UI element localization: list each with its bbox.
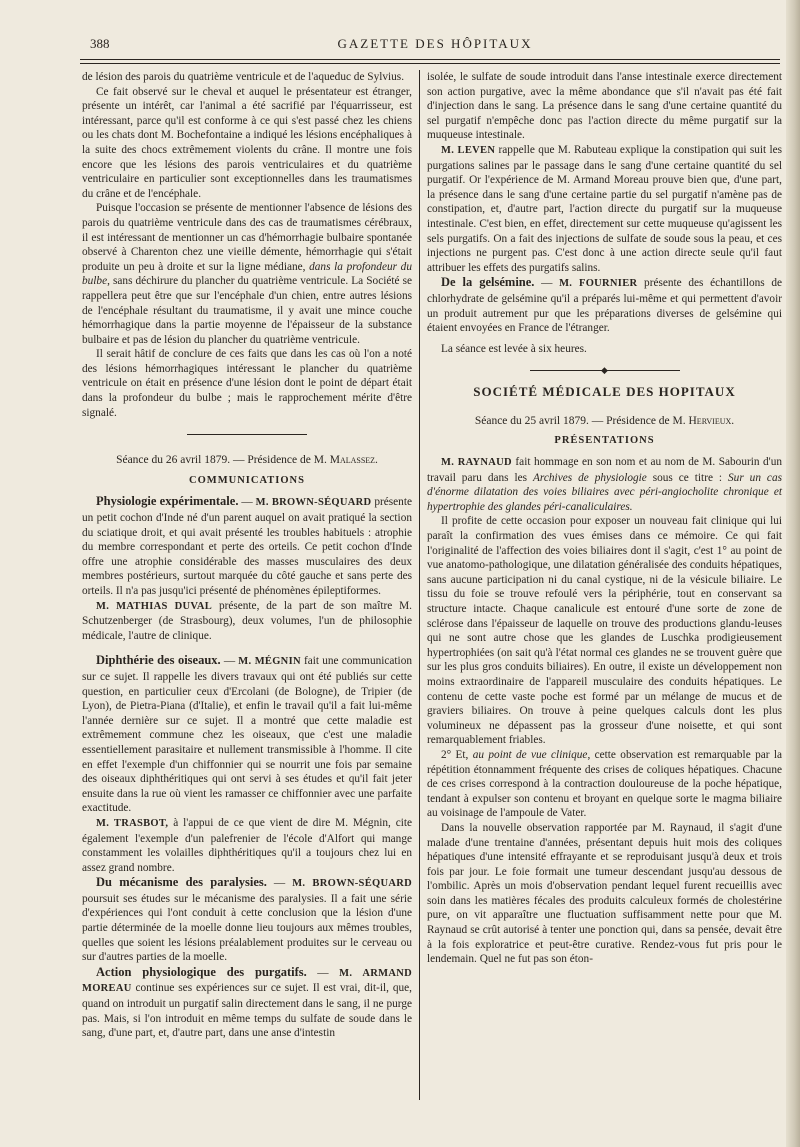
paragraph: 2° Et, au point de vue clinique, cette observation est remarquable par la répétition étonnamment fréquente des crises de coliques hépatiques. Chacune de ces crises correspond à la contraction douloureuse de la poche hépatique, tendant à expulser son contenu et broyant en quelque sorte le magma biliaire au voisinage de l'ampoule de Vater.: [427, 748, 783, 820]
seance-levee: La séance est levée à six heures.: [441, 342, 587, 355]
seance-line: Séance du 26 avril 1879. — Présidence de M. Malassez.: [116, 454, 378, 467]
paragraph: isolée, le sulfate de soude introduit dans l'anse intestinale exerce directement son action purgative, avec la même abondance que s'il n'avait pas été fait d'injection dans le sang. La présence dans le sang d'une certaine quantité du sel purgatif n'empêche donc pas l'action directe du même purgatif sur la muqueuse intestinale.: [427, 71, 782, 142]
communication-purgatifs: Action physiologique des purgatifs. — M. ARMAND MOREAU continue ses expériences sur ce sujet. Il est vrai, dit-il, que, quand on introduit un purgatif salin directement dans le sang, il ne purge pas. Mais, si l'on introduit en même temps du sulfate de soude dans le sang, d'une part, et, d'autre part, dans une anse d'intestin: [82, 964, 412, 1040]
section-rule: [187, 434, 307, 435]
header-rule-thin: [80, 63, 780, 64]
communication-physiologie: Physiologie expérimentale. — M. BROWN-SÉQUARD présente un petit cochon d'Inde né d'un parent auquel on avait pratiqué la section du sciatique droit, et qui avait présenté les troubles habituels : atrophie du membre correspondant et perte des orteils. Ce petit cochon d'Inde offre une atrophie considérable des masses musculaires des deux membres postérieurs, surtout marquée du côté gauche et sans perte des orteils. Il n'a pas jusqu'ici présenté de phénomènes épileptiformes.: [82, 494, 412, 597]
page-number: 388: [90, 36, 110, 51]
left-column: [82, 70, 412, 1041]
section-heading-communications: COMMUNICATIONS: [189, 474, 305, 486]
paragraph: Dans la nouvelle observation rapportée par M. Raynaud, il s'agit d'une malade d'une trentaine d'années, présentant depuis huit mois des coliques hépatiques d'une intensité effrayante et se reproduisant jusqu'à deux et trois fois par jour. Le foie formait une tumeur descendant jusqu'au dessous de l'ombilic. Après un mois d'observation pendant lequel furent recueillis avec soin dans les matières fécales des produits calculeux formés de cholestérine pure, on vit apparaître une fluctuation suffisamment nette pour que M. Raynaud se crût autorisé à tenter une ponction qui, dans sa pensée, devait être à la fois exploratrice et peut-être curative. Rendez-vous fut pris pour le lendemain. Quel ne fut pas son éton-: [427, 821, 782, 966]
communication-duval: M. MATHIAS DUVAL présente, de la part de son maître M. Schutzenberger (de Strasbourg), deux volumes, l'un de philosophie médicale, l'autre de clinique.: [82, 599, 412, 642]
column-divider: [419, 70, 420, 1100]
paragraph: de lésion des parois du quatrième ventricule et de l'aqueduc de Sylvius.: [82, 71, 405, 83]
right-column: [427, 70, 782, 967]
ornament-rule: ◆: [530, 366, 680, 371]
page-header: [90, 34, 780, 54]
paragraph: Il serait hâtif de conclure de ces faits que dans les cas où l'on a noté des lésions hémorrhagiques intéressant le plancher du quatrième ventricule on était en présence d'une lésion dont le point de départ était dans la profondeur du bulbe ; mais le rapprochement mérite d'être signalé.: [82, 348, 412, 419]
running-title: GAZETTE DES HÔPITAUX: [337, 36, 533, 51]
communication-mecanisme: Du mécanisme des paralysies. — M. BROWN-SÉQUARD poursuit ses études sur le mécanisme des paralysies. Il a fait une série d'expériences qui l'ont conduit à cette conclusion que la lésion d'une partie déterminée de la moelle donne lieu toujours aux mêmes troubles, quelles que soient les lésions préalablement produites sur le cerveau ou sur d'autres parties de la moelle.: [82, 875, 413, 964]
presentation-raynaud: M. RAYNAUD fait hommage en son nom et au nom de M. Sabourin d'un travail paru dans les Archives de physiologie sous ce titre : Sur un cas d'énorme dilatation des voies biliaires avec péri-angiocholite chronique et hypertrophie des glandes péri-canaliculaires.: [427, 456, 782, 513]
communication-trasbot: M. TRASBOT, à l'appui de ce que vient de dire M. Mégnin, cite également l'exemple d'un palefrenier de l'école d'Alfort qui mange constamment les volailles diphthéritiques qu'il a toujours chez lui en assez grand nombre.: [82, 816, 412, 874]
communication-gelsemine: De la gelsémine. — M. FOURNIER présente des échantillons de chlorhydrate de gelsémine qu'il a préparés lui-même et qui permettent d'avoir un produit autrement pur que les préparations diverses de gelsémine qui étaient envoyées en France de l'étranger.: [427, 275, 782, 335]
section-heading-presentations: PRÉSENTATIONS: [554, 435, 655, 447]
seance-line: Séance du 25 avril 1879. — Présidence de M. Hervieux.: [474, 414, 735, 427]
page-edge: [786, 0, 800, 1147]
paragraph: Puisque l'occasion se présente de mentionner l'absence de lésions des parois du quatrième ventricule dans des cas de traumatismes cérébraux, il est intéressant de mentionner un cas d'hémorrhagie bulbaire spontanée observé à Charenton chez une vieille démente, hémorrhagie qui s'était produite un peu à droite et sur la ligne médiane, dans la profondeur du bulbe, sans déchirure du plancher du quatrième ventricule. La Société se rappellera peut être que sur l'encéphale d'un chien, entre autres lésions de l'encéphale résultant du traumatisme, il y avait une mince couche hémorrhagique dans la partie moyenne de l'épaisseur de la substance bulbaire et pas de lésion du plancher du quatrième ventricule.: [82, 202, 412, 346]
communication-diphtherie: Diphthérie des oiseaux. — M. MÉGNIN fait une communication sur ce sujet. Il rappelle les divers travaux qui ont été publiés sur cette question, en particulier ceux d'Ercolani (de Bologne), de Tripier (de Lyon), de Pietra-Piana (d'Italie), et enfin le travail qu'il a fait lui-même l'année dernière sur ce sujet. Il a montré que cette maladie est extrêmement commune chez les oiseaux, que c'est une maladie essentiellement parasitaire et nullement transmissible à l'homme. Il cite en effet l'exemple d'un chiffonnier qui se nourrit une fois par semaine des oiseaux diphthéritiques qui ont servi à ses études et qu'il fait jeter ensuite dans la rue où vient les ramasser ce chiffonnier avec une parfaite exactitude.: [82, 653, 412, 815]
section-title-societe: SOCIÉTÉ MÉDICALE DES HOPITAUX: [473, 384, 736, 400]
paragraph: Ce fait observé sur le cheval et auquel le présentateur est étranger, présente un intérêt, car l'animal a été sacrifié par l'équarrisseur, est intéressant, parce qu'il est conforme à ce qui s'est passé chez les chiens ou les chats dont M. Bochefontaine a indiqué les lésions encéphaliques à la suite des chocs extrêmement violents du crâne. Il montre une fois encore que les lésions des parois ventriculaires et du quatrième ventriculaire en particulier sont exceptionnelles dans les traumatismes du crâne et de l'encéphale.: [82, 85, 412, 200]
header-rule-thick: [80, 59, 780, 60]
paragraph: Il profite de cette occasion pour exposer un nouveau fait clinique qui lui paraît la confirmation des vues émises dans ce mémoire. Ce qui fait l'originalité de l'affection des voies biliaires dont il s'agit, c'est 1° au point de vue anatomo-pathologique, une dilatation généralisée des conduits hépatiques, sans aucune participation ni du canal cystique, ni de la vésicule biliaire. Le tissu du foie se trouve refoulé vers la périphérie, tout en conservant sa structure intacte. Chaque canalicule est entouré d'une sorte de zone de sclérose dans l'épaisseur de laquelle on trouve des productions glandu-leuses qui ne sont autre chose que les glandes de Luschka prodigieusement hypertrophiées (on sait qu'à l'état normal ces glandes ne se trouvent guère que sur les plus gros conduits biliaires). En outre, il existe un développement non moins extraordinaire de l'appareil musculaire des conduits hépatiques. Le contenu de cette vaste poche est formé par un mélange de mucus et de graviers biliaires. On trouve à peine quelques calculs dont les plus volumineux ne dépassent pas la grosseur d'une noisette, et qui sont remarquablement friables.: [427, 515, 782, 747]
communication-leven: M. LEVEN rappelle que M. Rabuteau explique la constipation qui suit les purgations salines par le passage dans le sang d'une certaine quantité du sel purgatif. Or l'expérience de M. Armand Moreau prouve bien que, d'une part, la présence dans le sang d'une certaine partie du sel purgatif n'amène pas de constipation, et, d'autre part, l'action directe du purgatif sur la muqueuse intestinale. C'est bien, en effet, directement sur cette muqueuse qu'agissent les sels purgatifs. On a fait des injections de sulfate de soude sous la peau, et ces injections ne purgent pas. C'est donc à une action directe seule qu'il faut attribuer les effets des purgatifs salins.: [427, 143, 782, 274]
